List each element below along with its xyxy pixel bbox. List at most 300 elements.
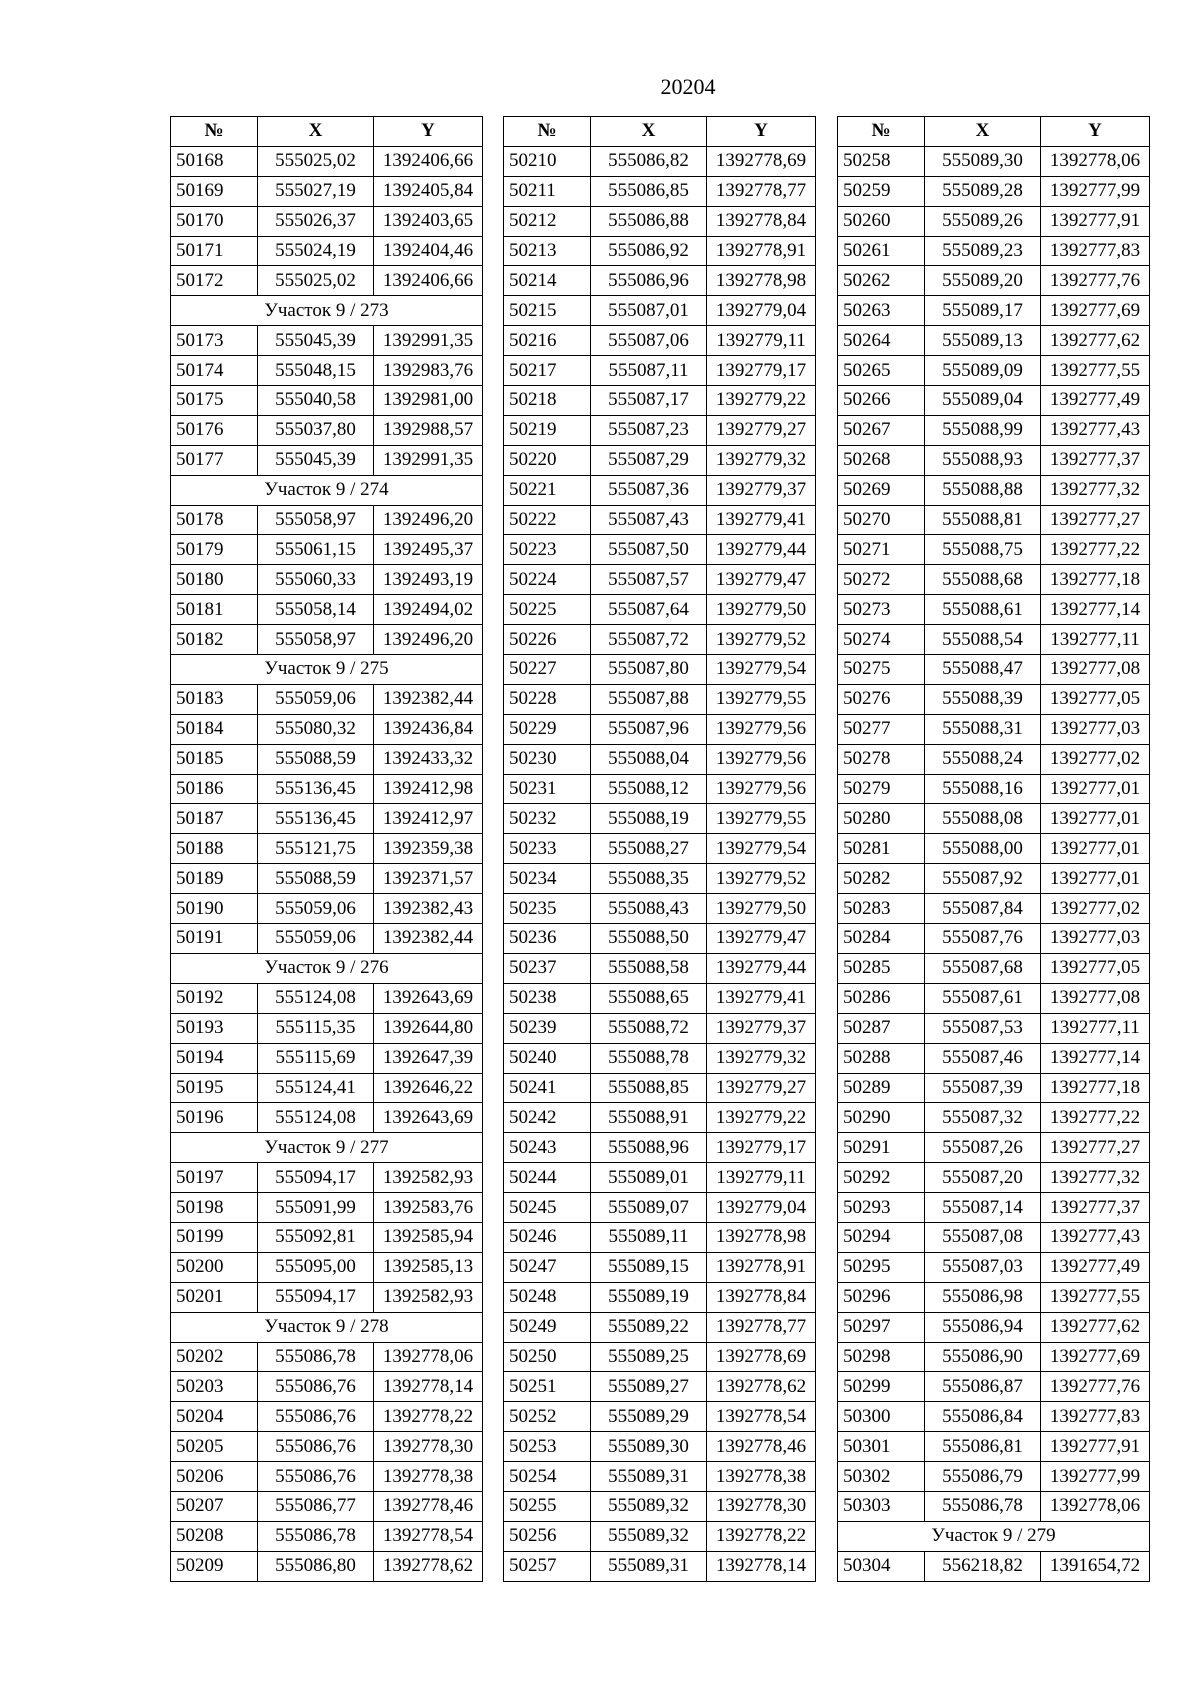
x-coordinate: 555086,77 (258, 1491, 374, 1521)
point-number: 50195 (171, 1073, 258, 1103)
point-number: 50180 (171, 565, 258, 595)
table-row (838, 296, 1150, 326)
x-coordinate: 555087,20 (925, 1163, 1041, 1193)
point-number: 50193 (171, 1013, 258, 1043)
x-coordinate: 555087,64 (591, 595, 707, 625)
y-coordinate: 1392779,37 (707, 475, 816, 505)
table-row (171, 1462, 483, 1492)
x-coordinate: 555087,32 (925, 1103, 1041, 1133)
table-row (171, 864, 483, 894)
table-header-row (838, 117, 1150, 147)
x-coordinate: 555086,90 (925, 1342, 1041, 1372)
y-coordinate: 1392496,20 (374, 625, 483, 655)
table-row (171, 206, 483, 236)
table-row (504, 1252, 816, 1282)
point-number: 50231 (504, 774, 591, 804)
y-coordinate: 1392777,05 (1041, 953, 1150, 983)
y-coordinate: 1392778,84 (707, 206, 816, 236)
x-coordinate: 555088,12 (591, 774, 707, 804)
table-row (838, 714, 1150, 744)
y-coordinate: 1392777,11 (1041, 1013, 1150, 1043)
point-number: 50189 (171, 864, 258, 894)
point-number: 50286 (838, 983, 925, 1013)
point-number: 50241 (504, 1073, 591, 1103)
point-number: 50267 (838, 415, 925, 445)
y-coordinate: 1392403,65 (374, 206, 483, 236)
table-row (171, 744, 483, 774)
x-coordinate: 555089,11 (591, 1222, 707, 1252)
y-coordinate: 1392991,35 (374, 326, 483, 356)
y-coordinate: 1392778,98 (707, 266, 816, 296)
y-coordinate: 1392777,55 (1041, 1282, 1150, 1312)
x-coordinate: 555059,06 (258, 684, 374, 714)
table-row (504, 1402, 816, 1432)
table-row (171, 1551, 483, 1581)
table-row (504, 505, 816, 535)
x-coordinate: 555086,96 (591, 266, 707, 296)
table-row (171, 684, 483, 714)
x-coordinate: 555086,94 (925, 1312, 1041, 1342)
y-coordinate: 1392412,97 (374, 804, 483, 834)
y-coordinate: 1392777,83 (1041, 1402, 1150, 1432)
x-coordinate: 555086,84 (925, 1402, 1041, 1432)
x-coordinate: 555088,04 (591, 744, 707, 774)
x-coordinate: 555088,59 (258, 864, 374, 894)
table-row (504, 1193, 816, 1223)
point-number: 50226 (504, 625, 591, 655)
x-coordinate: 555088,65 (591, 983, 707, 1013)
x-coordinate: 555088,61 (925, 595, 1041, 625)
y-coordinate: 1392779,56 (707, 714, 816, 744)
table-row (504, 1163, 816, 1193)
point-number: 50175 (171, 386, 258, 416)
y-coordinate: 1392778,54 (374, 1521, 483, 1551)
x-coordinate: 555087,46 (925, 1043, 1041, 1073)
point-number: 50181 (171, 595, 258, 625)
y-coordinate: 1392777,14 (1041, 1043, 1150, 1073)
point-number: 50223 (504, 535, 591, 565)
x-coordinate: 555024,19 (258, 236, 374, 266)
table-row (504, 1133, 816, 1163)
table-row (504, 1073, 816, 1103)
point-number: 50190 (171, 894, 258, 924)
x-coordinate: 555088,75 (925, 535, 1041, 565)
y-coordinate: 1392382,43 (374, 894, 483, 924)
point-number: 50192 (171, 983, 258, 1013)
x-coordinate: 555087,88 (591, 684, 707, 714)
x-coordinate: 555087,80 (591, 655, 707, 685)
section-row (171, 655, 483, 685)
point-number: 50203 (171, 1372, 258, 1402)
point-number: 50287 (838, 1013, 925, 1043)
point-number: 50173 (171, 326, 258, 356)
table-row (504, 1551, 816, 1581)
point-number: 50272 (838, 565, 925, 595)
x-coordinate: 555087,76 (925, 924, 1041, 954)
x-coordinate: 555088,31 (925, 714, 1041, 744)
x-coordinate: 555025,02 (258, 266, 374, 296)
point-number: 50218 (504, 386, 591, 416)
point-number: 50202 (171, 1342, 258, 1372)
x-coordinate: 555089,19 (591, 1282, 707, 1312)
y-coordinate: 1392779,32 (707, 445, 816, 475)
x-coordinate: 555089,32 (591, 1521, 707, 1551)
y-coordinate: 1392779,44 (707, 535, 816, 565)
x-coordinate: 555086,92 (591, 236, 707, 266)
x-coordinate: 555026,37 (258, 206, 374, 236)
point-number: 50213 (504, 236, 591, 266)
table-row (838, 206, 1150, 236)
table-row (504, 1521, 816, 1551)
point-number: 50284 (838, 924, 925, 954)
y-coordinate: 1392777,01 (1041, 864, 1150, 894)
x-coordinate: 555089,23 (925, 236, 1041, 266)
table-row (171, 774, 483, 804)
y-coordinate: 1392777,03 (1041, 714, 1150, 744)
header-y: Y (374, 117, 483, 147)
point-number: 50259 (838, 176, 925, 206)
y-coordinate: 1392643,69 (374, 983, 483, 1013)
point-number: 50279 (838, 774, 925, 804)
point-number: 50275 (838, 655, 925, 685)
table-row (504, 386, 816, 416)
y-coordinate: 1392779,56 (707, 774, 816, 804)
table-row (838, 1551, 1150, 1581)
y-coordinate: 1392382,44 (374, 684, 483, 714)
table-row (171, 1521, 483, 1551)
y-coordinate: 1392779,50 (707, 595, 816, 625)
x-coordinate: 555091,99 (258, 1193, 374, 1223)
table-row (504, 1342, 816, 1372)
table-row (838, 1222, 1150, 1252)
point-number: 50196 (171, 1103, 258, 1133)
table-row (171, 804, 483, 834)
point-number: 50263 (838, 296, 925, 326)
y-coordinate: 1392777,62 (1041, 1312, 1150, 1342)
point-number: 50248 (504, 1282, 591, 1312)
point-number: 50212 (504, 206, 591, 236)
y-coordinate: 1392777,76 (1041, 266, 1150, 296)
point-number: 50297 (838, 1312, 925, 1342)
table-row (838, 834, 1150, 864)
y-coordinate: 1392777,62 (1041, 326, 1150, 356)
point-number: 50214 (504, 266, 591, 296)
x-coordinate: 555089,25 (591, 1342, 707, 1372)
point-number: 50205 (171, 1432, 258, 1462)
point-number: 50225 (504, 595, 591, 625)
table-row (504, 894, 816, 924)
coordinates-table-3 (837, 116, 1150, 1582)
x-coordinate: 555094,17 (258, 1282, 374, 1312)
x-coordinate: 555086,76 (258, 1372, 374, 1402)
x-coordinate: 555087,14 (925, 1193, 1041, 1223)
table-row (838, 953, 1150, 983)
point-number: 50274 (838, 625, 925, 655)
table-header-row (171, 117, 483, 147)
section-title: Участок 9 / 278 (171, 1312, 483, 1342)
y-coordinate: 1392778,54 (707, 1402, 816, 1432)
table-row (171, 356, 483, 386)
table-header-row (504, 117, 816, 147)
table-row (504, 595, 816, 625)
point-number: 50240 (504, 1043, 591, 1073)
table-row (171, 1282, 483, 1312)
y-coordinate: 1392779,44 (707, 953, 816, 983)
x-coordinate: 555089,07 (591, 1193, 707, 1223)
table-row (838, 983, 1150, 1013)
section-row (171, 1312, 483, 1342)
point-number: 50293 (838, 1193, 925, 1223)
y-coordinate: 1392779,41 (707, 505, 816, 535)
point-number: 50276 (838, 684, 925, 714)
point-number: 50230 (504, 744, 591, 774)
table-row (504, 1013, 816, 1043)
x-coordinate: 555086,88 (591, 206, 707, 236)
y-coordinate: 1392496,20 (374, 505, 483, 535)
table-row (504, 625, 816, 655)
table-row (838, 176, 1150, 206)
y-coordinate: 1392779,41 (707, 983, 816, 1013)
x-coordinate: 555087,57 (591, 565, 707, 595)
table-row (504, 1043, 816, 1073)
table-row (504, 684, 816, 714)
table-row (171, 1073, 483, 1103)
x-coordinate: 555060,33 (258, 565, 374, 595)
point-number: 50250 (504, 1342, 591, 1372)
x-coordinate: 555136,45 (258, 804, 374, 834)
point-number: 50199 (171, 1222, 258, 1252)
y-coordinate: 1392779,55 (707, 684, 816, 714)
point-number: 50197 (171, 1163, 258, 1193)
x-coordinate: 555086,87 (925, 1372, 1041, 1402)
table-row (838, 1252, 1150, 1282)
point-number: 50207 (171, 1491, 258, 1521)
point-number: 50300 (838, 1402, 925, 1432)
y-coordinate: 1392643,69 (374, 1103, 483, 1133)
table-row (504, 326, 816, 356)
point-number: 50302 (838, 1462, 925, 1492)
y-coordinate: 1392779,11 (707, 326, 816, 356)
y-coordinate: 1392777,32 (1041, 1163, 1150, 1193)
x-coordinate: 555087,29 (591, 445, 707, 475)
y-coordinate: 1392778,38 (707, 1462, 816, 1492)
section-row (171, 1133, 483, 1163)
y-coordinate: 1392433,32 (374, 744, 483, 774)
table-row (171, 714, 483, 744)
table-row (838, 1491, 1150, 1521)
table-row (504, 356, 816, 386)
table-row (838, 655, 1150, 685)
table-row (838, 625, 1150, 655)
x-coordinate: 555086,76 (258, 1402, 374, 1432)
x-coordinate: 555087,61 (925, 983, 1041, 1013)
table-row (838, 1462, 1150, 1492)
y-coordinate: 1392778,84 (707, 1282, 816, 1312)
point-number: 50288 (838, 1043, 925, 1073)
x-coordinate: 555059,06 (258, 894, 374, 924)
point-number: 50281 (838, 834, 925, 864)
point-number: 50283 (838, 894, 925, 924)
point-number: 50188 (171, 834, 258, 864)
table-row (504, 655, 816, 685)
y-coordinate: 1392779,52 (707, 864, 816, 894)
section-title: Участок 9 / 273 (171, 296, 483, 326)
point-number: 50295 (838, 1252, 925, 1282)
point-number: 50215 (504, 296, 591, 326)
table-row (504, 774, 816, 804)
coordinates-table-2 (503, 116, 816, 1582)
x-coordinate: 555088,68 (925, 565, 1041, 595)
table-row (171, 386, 483, 416)
x-coordinate: 555087,03 (925, 1252, 1041, 1282)
point-number: 50172 (171, 266, 258, 296)
x-coordinate: 555087,53 (925, 1013, 1041, 1043)
header-num: № (504, 117, 591, 147)
point-number: 50296 (838, 1282, 925, 1312)
y-coordinate: 1392779,50 (707, 894, 816, 924)
point-number: 50171 (171, 236, 258, 266)
y-coordinate: 1392778,38 (374, 1462, 483, 1492)
x-coordinate: 555086,98 (925, 1282, 1041, 1312)
table-row (838, 1193, 1150, 1223)
point-number: 50247 (504, 1252, 591, 1282)
y-coordinate: 1392779,27 (707, 1073, 816, 1103)
y-coordinate: 1392777,01 (1041, 774, 1150, 804)
x-coordinate: 555088,24 (925, 744, 1041, 774)
point-number: 50270 (838, 505, 925, 535)
y-coordinate: 1392779,56 (707, 744, 816, 774)
point-number: 50285 (838, 953, 925, 983)
y-coordinate: 1392777,01 (1041, 834, 1150, 864)
table-row (504, 1103, 816, 1133)
point-number: 50242 (504, 1103, 591, 1133)
x-coordinate: 555088,39 (925, 684, 1041, 714)
x-coordinate: 555088,93 (925, 445, 1041, 475)
table-row (838, 356, 1150, 386)
x-coordinate: 555086,78 (258, 1342, 374, 1372)
point-number: 50232 (504, 804, 591, 834)
x-coordinate: 555087,01 (591, 296, 707, 326)
table-row (838, 386, 1150, 416)
x-coordinate: 555089,31 (591, 1551, 707, 1581)
table-row (838, 1342, 1150, 1372)
table-row (171, 1372, 483, 1402)
page-number: 20204 (660, 74, 716, 99)
coordinates-table-1 (170, 116, 483, 1582)
x-coordinate: 555040,58 (258, 386, 374, 416)
point-number: 50245 (504, 1193, 591, 1223)
table-row (504, 236, 816, 266)
point-number: 50264 (838, 326, 925, 356)
table-row (838, 684, 1150, 714)
point-number: 50198 (171, 1193, 258, 1223)
y-coordinate: 1392988,57 (374, 415, 483, 445)
x-coordinate: 555088,00 (925, 834, 1041, 864)
y-coordinate: 1392777,69 (1041, 296, 1150, 326)
table-row (838, 505, 1150, 535)
table-row (504, 864, 816, 894)
point-number: 50174 (171, 356, 258, 386)
y-coordinate: 1392582,93 (374, 1163, 483, 1193)
x-coordinate: 555088,43 (591, 894, 707, 924)
x-coordinate: 555088,27 (591, 834, 707, 864)
y-coordinate: 1392493,19 (374, 565, 483, 595)
y-coordinate: 1392777,08 (1041, 983, 1150, 1013)
y-coordinate: 1392582,93 (374, 1282, 483, 1312)
table-row (838, 236, 1150, 266)
table-row (838, 864, 1150, 894)
y-coordinate: 1392778,91 (707, 1252, 816, 1282)
point-number: 50234 (504, 864, 591, 894)
y-coordinate: 1392777,99 (1041, 176, 1150, 206)
table-row (171, 983, 483, 1013)
point-number: 50261 (838, 236, 925, 266)
table-row (838, 1043, 1150, 1073)
table-row (838, 1372, 1150, 1402)
table-row (504, 834, 816, 864)
point-number: 50194 (171, 1043, 258, 1073)
table-row (838, 595, 1150, 625)
table-row (838, 1432, 1150, 1462)
table-row (171, 535, 483, 565)
table-row (171, 146, 483, 176)
section-title: Участок 9 / 279 (838, 1521, 1150, 1551)
x-coordinate: 555089,29 (591, 1402, 707, 1432)
table-row (171, 1222, 483, 1252)
table-row (171, 595, 483, 625)
x-coordinate: 555086,78 (925, 1491, 1041, 1521)
section-title: Участок 9 / 274 (171, 475, 483, 505)
point-number: 50255 (504, 1491, 591, 1521)
x-coordinate: 555089,27 (591, 1372, 707, 1402)
point-number: 50291 (838, 1133, 925, 1163)
table-row (171, 236, 483, 266)
y-coordinate: 1392983,76 (374, 356, 483, 386)
y-coordinate: 1392777,01 (1041, 804, 1150, 834)
x-coordinate: 555087,72 (591, 625, 707, 655)
table-row (504, 535, 816, 565)
x-coordinate: 555094,17 (258, 1163, 374, 1193)
y-coordinate: 1392777,69 (1041, 1342, 1150, 1372)
point-number: 50266 (838, 386, 925, 416)
x-coordinate: 555086,80 (258, 1551, 374, 1581)
x-coordinate: 555089,32 (591, 1491, 707, 1521)
y-coordinate: 1392778,69 (707, 146, 816, 176)
point-number: 50268 (838, 445, 925, 475)
x-coordinate: 555089,04 (925, 386, 1041, 416)
x-coordinate: 555087,84 (925, 894, 1041, 924)
x-coordinate: 556218,82 (925, 1551, 1041, 1581)
point-number: 50170 (171, 206, 258, 236)
point-number: 50258 (838, 146, 925, 176)
point-number: 50169 (171, 176, 258, 206)
table-row (838, 1133, 1150, 1163)
x-coordinate: 555088,96 (591, 1133, 707, 1163)
y-coordinate: 1392778,14 (374, 1372, 483, 1402)
table-row (504, 176, 816, 206)
x-coordinate: 555087,17 (591, 386, 707, 416)
y-coordinate: 1392777,91 (1041, 206, 1150, 236)
table-row (838, 804, 1150, 834)
table-row (838, 535, 1150, 565)
table-row (171, 176, 483, 206)
x-coordinate: 555124,08 (258, 983, 374, 1013)
y-coordinate: 1392777,99 (1041, 1462, 1150, 1492)
table-row (171, 445, 483, 475)
x-coordinate: 555088,99 (925, 415, 1041, 445)
x-coordinate: 555087,26 (925, 1133, 1041, 1163)
x-coordinate: 555088,08 (925, 804, 1041, 834)
